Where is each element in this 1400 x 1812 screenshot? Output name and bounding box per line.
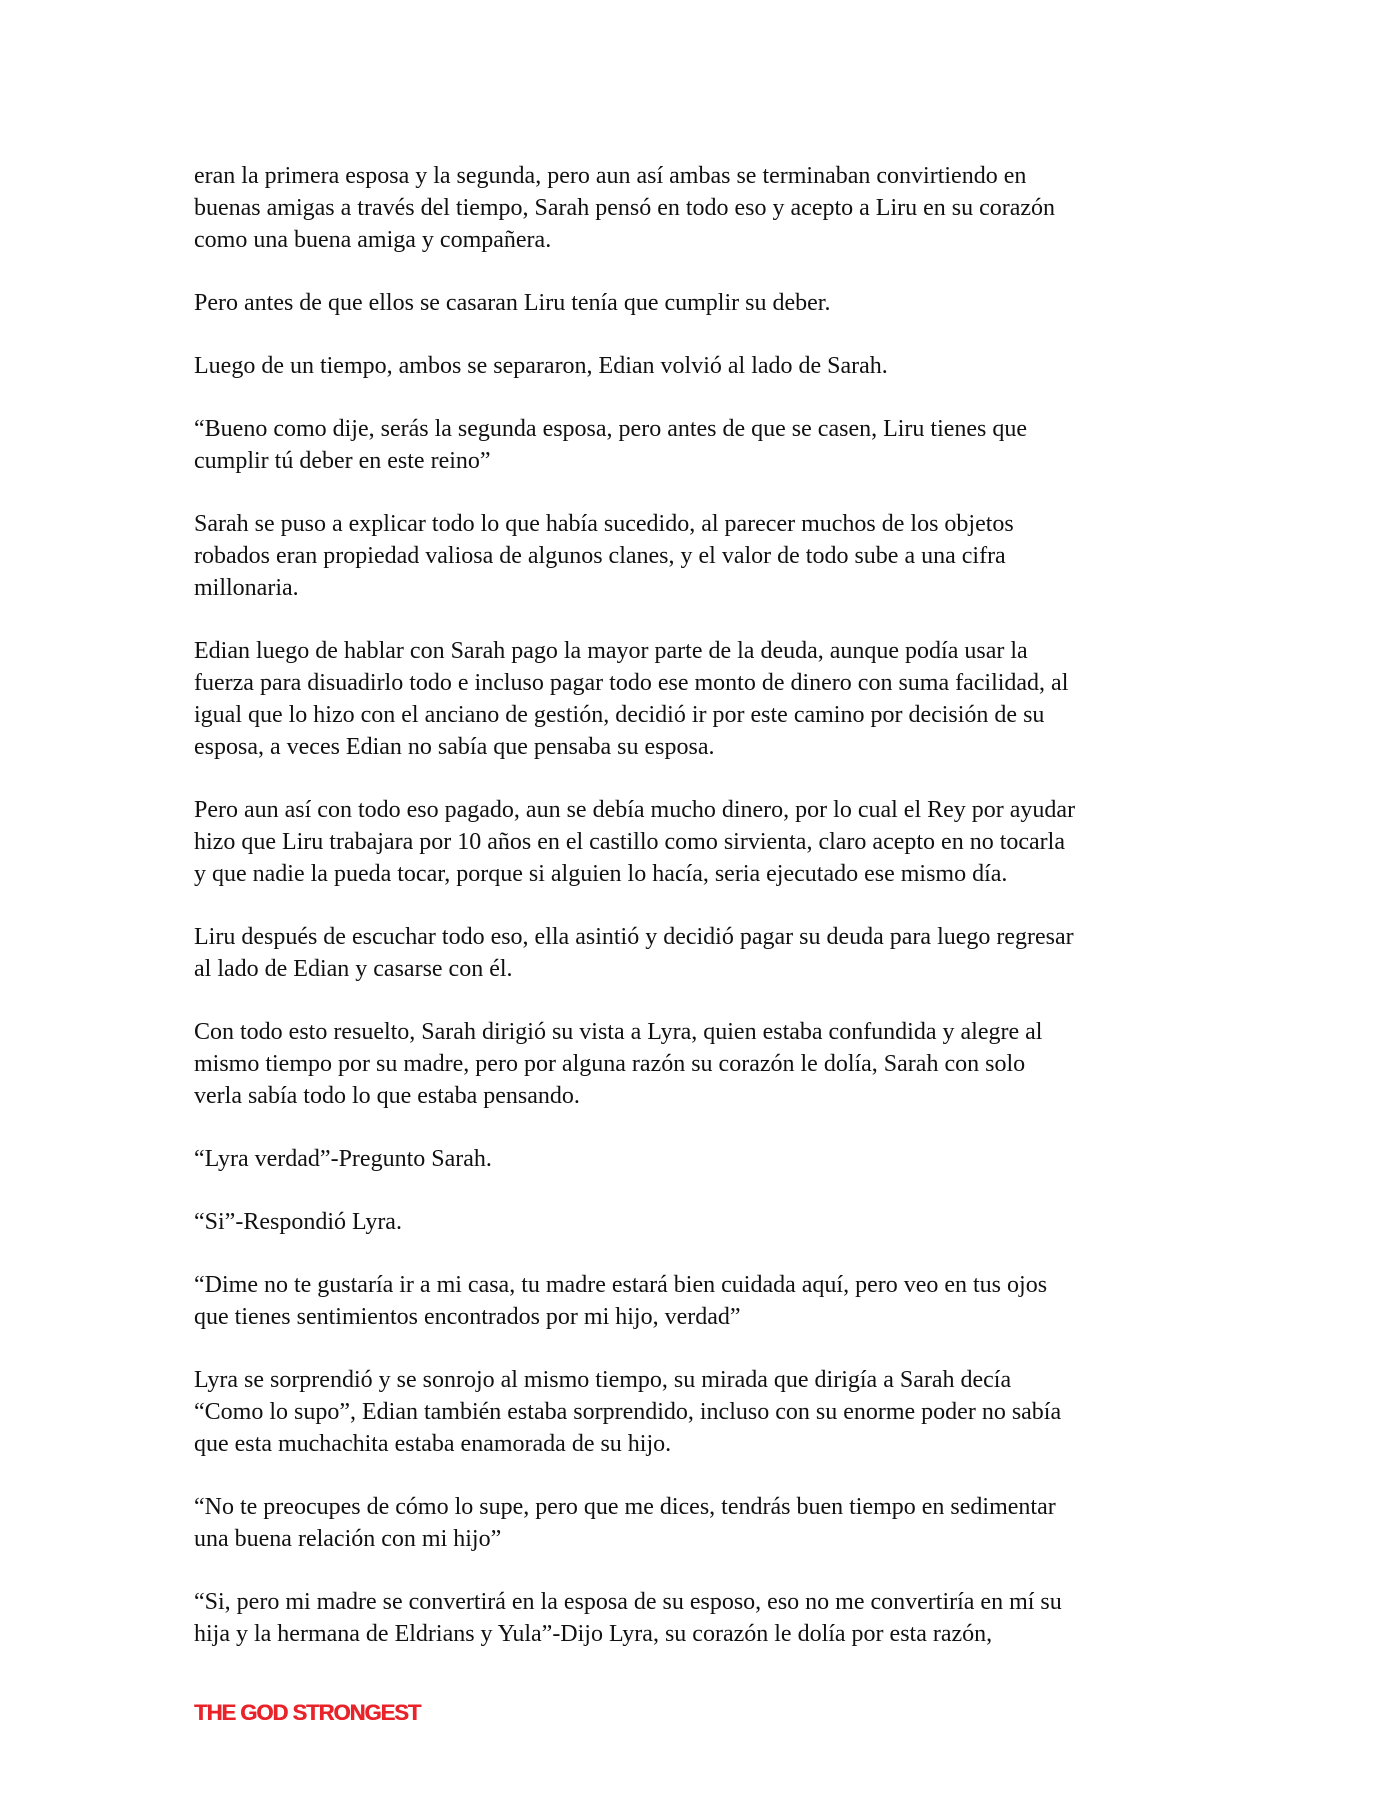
text-line: esposa, a veces Edian no sabía que pensaba su esposa.	[194, 734, 715, 760]
paragraph	[194, 1491, 1224, 1555]
paragraph	[194, 794, 1224, 890]
paragraph	[194, 1364, 1224, 1460]
paragraph	[194, 1206, 1224, 1238]
text-line: “Como lo supo”, Edian también estaba sorprendido, incluso con su enorme poder no sabía	[194, 1399, 1062, 1425]
text-line: Pero antes de que ellos se casaran Liru tenía que cumplir su deber.	[194, 290, 831, 316]
text-line: Pero aun así con todo eso pagado, aun se debía mucho dinero, por lo cual el Rey por ayudar	[194, 797, 1076, 823]
text-line: millonaria.	[194, 575, 299, 601]
paragraph	[194, 1016, 1224, 1112]
text-line: verla sabía todo lo que estaba pensando.	[194, 1083, 580, 1109]
text-line: robados eran propiedad valiosa de algunos clanes, y el valor de todo sube a una cifra	[194, 543, 1006, 569]
text-line: Sarah se puso a explicar todo lo que había sucedido, al parecer muchos de los objetos	[194, 511, 1014, 537]
text-line: cumplir tú deber en este reino”	[194, 448, 491, 474]
text-line: “Dime no te gustaría ir a mi casa, tu madre estará bien cuidada aquí, pero veo en tus ojos	[194, 1272, 1048, 1298]
text-line: “Si, pero mi madre se convertirá en la esposa de su esposo, eso no me convertiría en mí su	[194, 1589, 1062, 1615]
text-line: al lado de Edian y casarse con él.	[194, 956, 513, 982]
text-line: “Si”-Respondió Lyra.	[194, 1209, 402, 1235]
paragraph	[194, 1143, 1224, 1175]
text-line: como una buena amiga y compañera.	[194, 227, 552, 253]
paragraph	[194, 508, 1224, 604]
text-line: buenas amigas a través del tiempo, Sarah pensó en todo eso y acepto a Liru en su corazón	[194, 195, 1056, 221]
paragraph	[194, 1269, 1224, 1333]
paragraph	[194, 921, 1224, 985]
text-line: eran la primera esposa y la segunda, pero aun así ambas se terminaban convirtiendo en	[194, 163, 1027, 189]
footer-logo: THE GOD STRONGEST	[194, 1700, 421, 1725]
text-line: mismo tiempo por su madre, pero por alguna razón su corazón le dolía, Sarah con solo	[194, 1051, 1026, 1077]
text-line: igual que lo hizo con el anciano de gestión, decidió ir por este camino por decisión de su	[194, 702, 1045, 728]
text-line: y que nadie la pueda tocar, porque si alguien lo hacía, seria ejecutado ese mismo día.	[194, 861, 1008, 887]
text-line: Liru después de escuchar todo eso, ella asintió y decidió pagar su deuda para luego regresar	[194, 924, 1074, 950]
text-line: “Bueno como dije, serás la segunda esposa, pero antes de que se casen, Liru tienes que	[194, 416, 1028, 442]
paragraph	[194, 160, 1224, 256]
text-line: que tienes sentimientos encontrados por mi hijo, verdad”	[194, 1304, 741, 1330]
text-line: Con todo esto resuelto, Sarah dirigió su vista a Lyra, quien estaba confundida y alegre al	[194, 1019, 1043, 1045]
text-line: que esta muchachita estaba enamorada de su hijo.	[194, 1431, 672, 1457]
text-line: fuerza para disuadirlo todo e incluso pagar todo ese monto de dinero con suma facilidad, al	[194, 670, 1069, 696]
text-line: Edian luego de hablar con Sarah pago la mayor parte de la deuda, aunque podía usar la	[194, 638, 1028, 664]
page-body	[194, 160, 1224, 1681]
text-line: Lyra se sorprendió y se sonrojo al mismo tiempo, su mirada que dirigía a Sarah decía	[194, 1367, 1012, 1393]
paragraph	[194, 1586, 1224, 1650]
paragraph	[194, 413, 1224, 477]
paragraph	[194, 287, 1224, 319]
paragraph	[194, 635, 1224, 763]
text-line: una buena relación con mi hijo”	[194, 1526, 502, 1552]
text-line: hija y la hermana de Eldrians y Yula”-Dijo Lyra, su corazón le dolía por esta razón,	[194, 1621, 993, 1647]
paragraph	[194, 350, 1224, 382]
text-line: Luego de un tiempo, ambos se separaron, Edian volvió al lado de Sarah.	[194, 353, 888, 379]
text-line: “No te preocupes de cómo lo supe, pero que me dices, tendrás buen tiempo en sedimentar	[194, 1494, 1056, 1520]
text-line: hizo que Liru trabajara por 10 años en el castillo como sirvienta, claro acepto en no tocarla	[194, 829, 1065, 855]
text-line: “Lyra verdad”-Pregunto Sarah.	[194, 1146, 492, 1172]
